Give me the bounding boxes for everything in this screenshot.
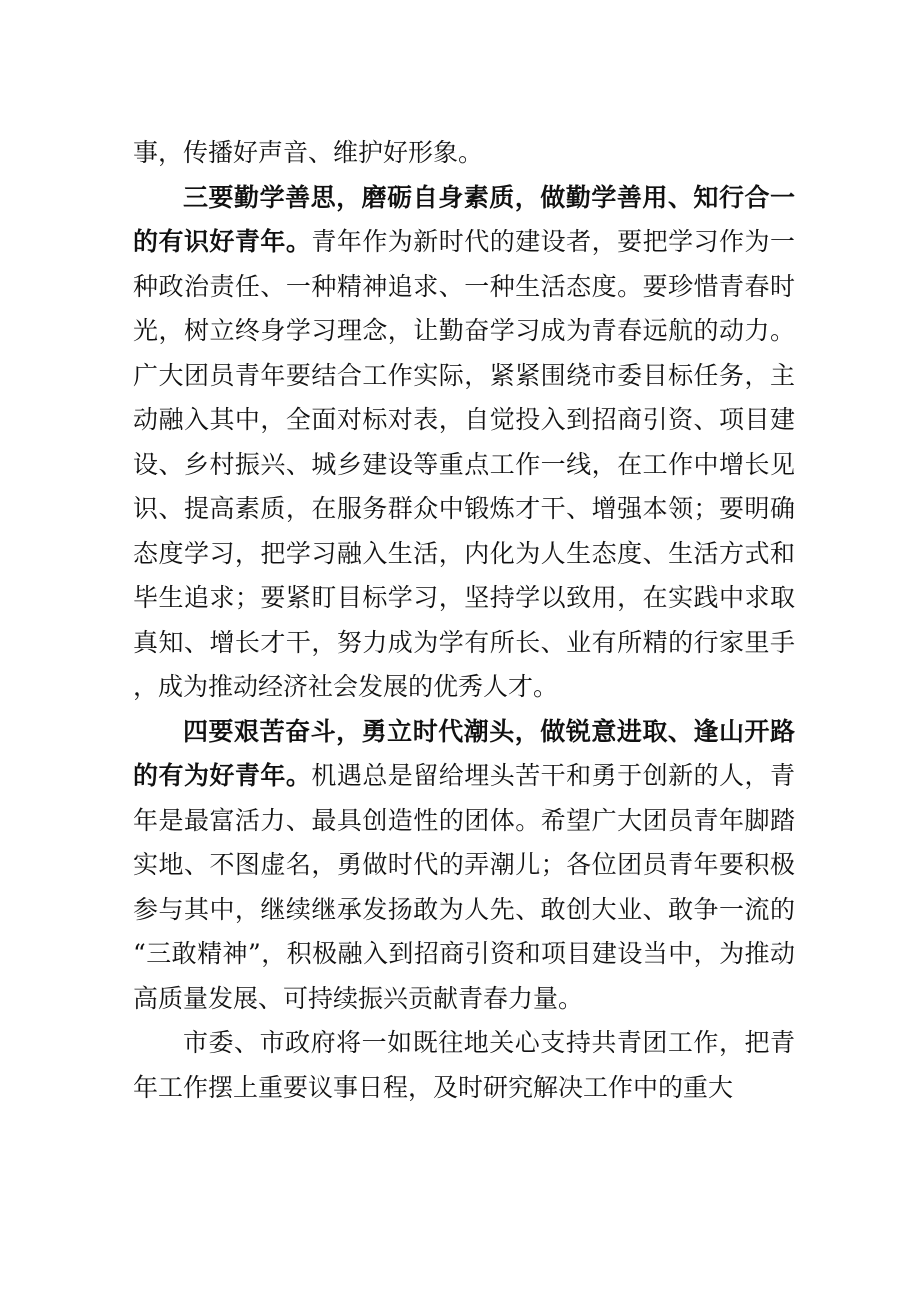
- paragraph-text: 事，传播好声音、维护好形象。: [133, 138, 484, 167]
- paragraph-text: 市委、市政府将一如既往地关心支持共青团工作，把青年工作摆上重要议事日程，及时研究解决工作中的重大: [133, 1028, 795, 1102]
- paragraph-text: 青年作为新时代的建设者，要把学习作为一种政治责任、一种精神追求、一种生活态度。要珍惜青春时光，树立终身学习理念，让勤奋学习成为青春远航的动力。广大团员青年要结合工作实际，紧紧围绕市委目标任务，主动融入其中，全面对标对表，自觉投入到招商引资、项目建设、乡村振兴、城乡建设等重点工作一线，在工作中增长见识、提高素质，在服务群众中锻炼才干、增强本领；要明确态度学习，把学习融入生活，内化为人生态度、生活方式和毕生追求；要紧盯目标学习，坚持学以致用，在实践中求取真知、增长才干，努力成为学有所长、业有所精的行家里手，成为推动经济社会发展的优秀人才。: [133, 227, 795, 701]
- paragraph-heading: 三要勤学善思，磨砺自身素质，做勤学善用、知行合一的有识好青年。: [133, 182, 795, 256]
- paragraph-point-three: [133, 176, 795, 710]
- paragraph-point-four: [133, 710, 795, 1022]
- paragraph-closing: [133, 1021, 795, 1110]
- document-page: [133, 131, 795, 1110]
- paragraph-text: 机遇总是留给埋头苦干和勇于创新的人，青年是最富活力、最具创造性的团体。希望广大团员青年脚踏实地、不图虚名，勇做时代的弄潮儿；各位团员青年要积极参与其中，继续继承发扬敢为人先、敢创大业、敢争一流的“三敢精神”，积极融入到招商引资和项目建设当中，为推动高质量发展、可持续振兴贡献青春力量。: [133, 761, 795, 1013]
- paragraph-heading: 四要艰苦奋斗，勇立时代潮头，做锐意进取、逢山开路的有为好青年。: [133, 716, 795, 790]
- paragraph-continuation: [133, 131, 795, 176]
